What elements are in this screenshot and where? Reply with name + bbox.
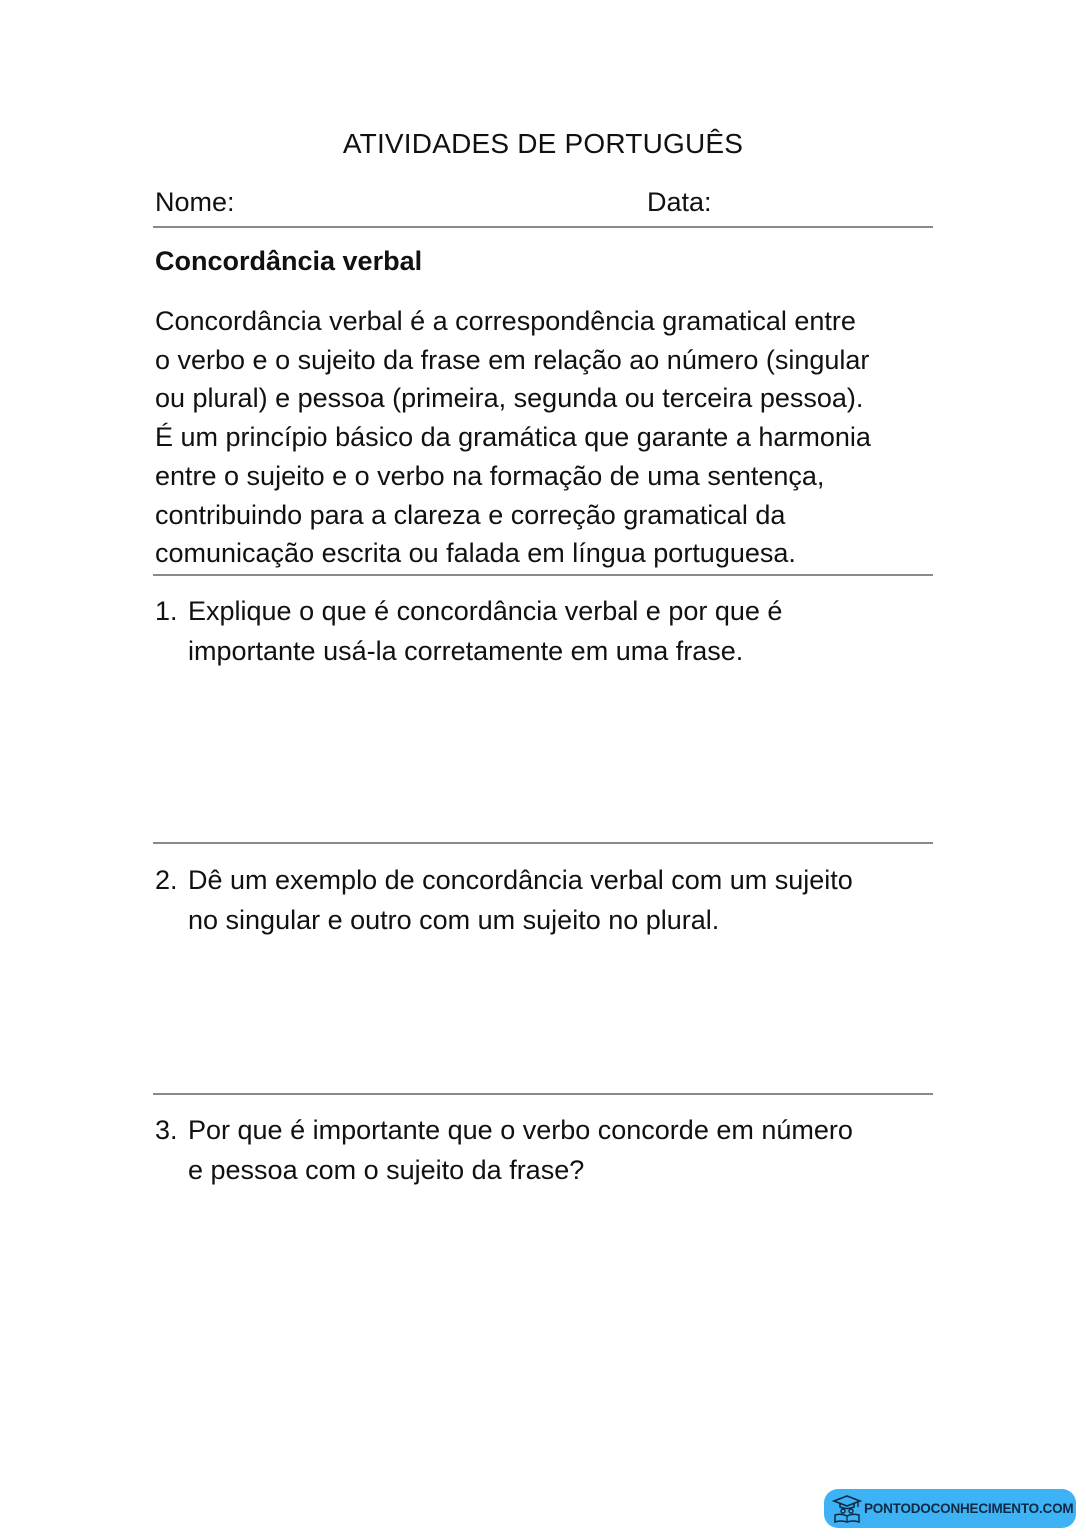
paragraph-line: contribuindo para a clareza e correção gramatical da: [155, 499, 786, 530]
paragraph-line: ou plural) e pessoa (primeira, segunda ou terceira pessoa).: [155, 383, 864, 414]
paragraph-line: entre o sujeito e o verbo na formação de uma sentença,: [155, 460, 825, 491]
question-line: e pessoa com o sujeito da frase?: [188, 1154, 585, 1185]
question-line: Dê um exemplo de concordância verbal com um sujeito: [188, 865, 853, 895]
site-badge[interactable]: [824, 1489, 1076, 1528]
date-label: Data:: [647, 187, 712, 217]
paragraph-line: Concordância verbal é a correspondência gramatical entre: [155, 306, 856, 336]
question-3: [155, 1111, 853, 1190]
paragraph-line: É um princípio básico da gramática que garante a harmonia: [155, 422, 871, 453]
question-number: 1.: [155, 596, 178, 626]
answer-area-1-divider: [153, 842, 933, 844]
answer-area-2-divider: [153, 1093, 933, 1095]
badge-text: PONTODOCONHECIMENTO.COM: [864, 1501, 1074, 1516]
page-title: ATIVIDADES DE PORTUGUÊS: [342, 128, 744, 159]
header-divider: [153, 226, 933, 228]
paragraph-line: o verbo e o sujeito da frase em relação ao número (singular: [155, 344, 870, 375]
section-heading: Concordância verbal: [155, 246, 423, 276]
question-line: no singular e outro com um sujeito no plural.: [188, 904, 720, 935]
question-number: 2.: [155, 865, 178, 895]
question-1: [155, 592, 782, 671]
question-line: Por que é importante que o verbo concorde em número: [188, 1115, 853, 1145]
paragraph-line: comunicação escrita ou falada em língua portuguesa.: [155, 538, 796, 569]
question-line: Explique o que é concordância verbal e por que é: [188, 596, 783, 626]
paragraph-divider: [153, 574, 933, 576]
section-paragraph: [155, 302, 945, 573]
question-line: importante usá-la corretamente em uma frase.: [188, 635, 744, 666]
question-number: 3.: [155, 1115, 178, 1145]
name-label: Nome:: [155, 187, 235, 217]
question-2: [155, 861, 853, 940]
graduation-cap-reader-icon: [832, 1494, 862, 1524]
